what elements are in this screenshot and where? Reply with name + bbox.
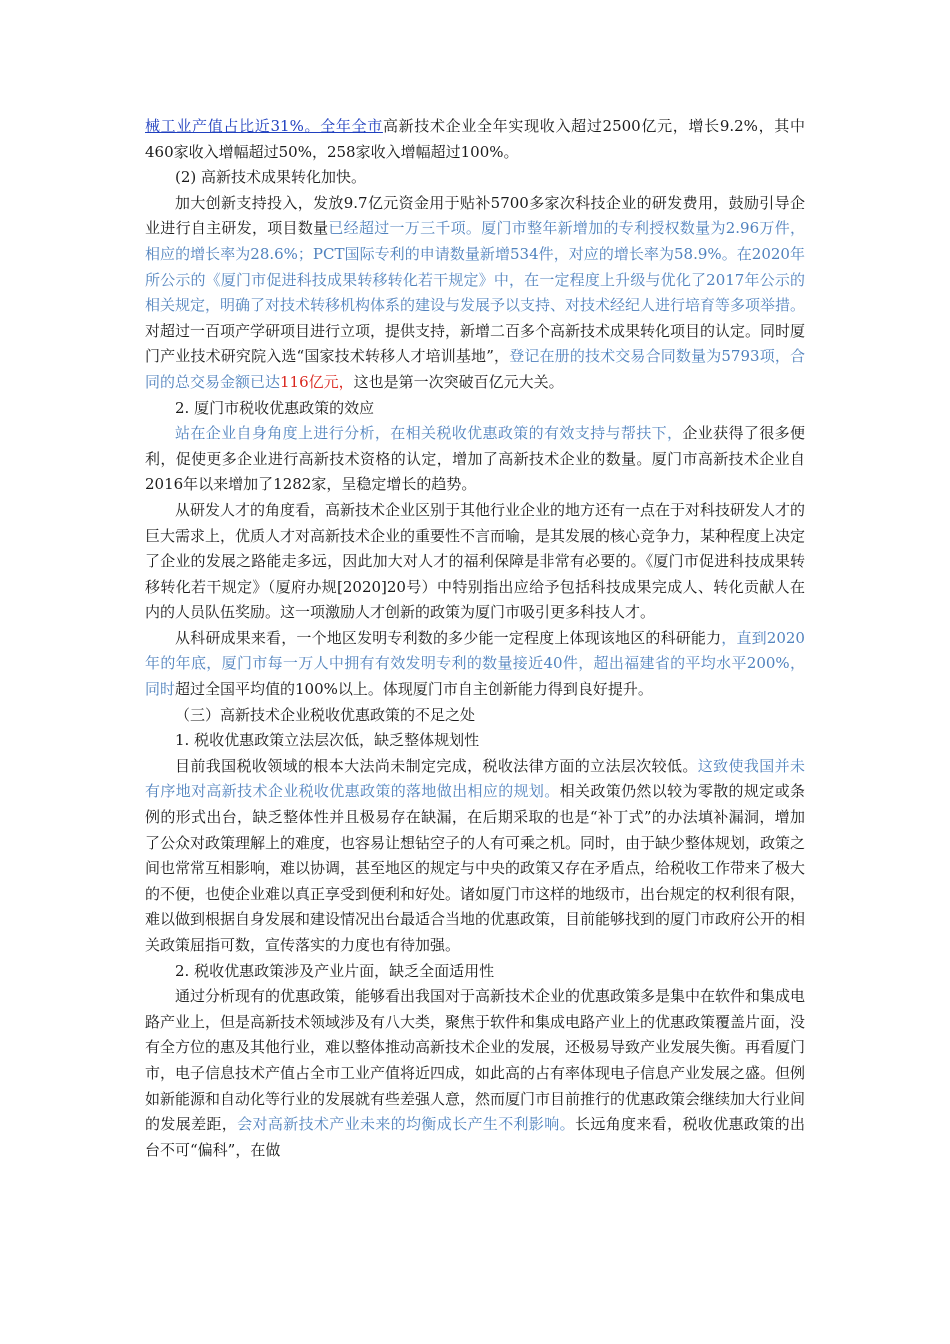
paragraph: [145, 396, 805, 422]
paragraph: [145, 626, 805, 703]
highlighted-text-run: ，直到2020年的年底，厦门市每一万人中拥有有效发明专利的数量接近40件，超出福建省的平均水平200%，同时: [145, 628, 805, 699]
text-run: 通过分析现有的优惠政策，能够看出我国对于高新技术企业的优惠政策多是集中在软件和集成电路产业上，但是高新技术领域涉及有八大类，聚焦于软件和集成电路产业上的优惠政策覆盖片面，没有全方位的惠及其他行业，难以整体推动高新技术企业的发展，还极易导致产业发展失衡。再看厦门市，电子信息技术产值占全市工业产值将近四成，如此高的占有率体现电子信息产业发展之盛。但例如新能源和自动化等行业的发展就有些差强人意，然而厦门市目前推行的优惠政策会继续加大行业间的发展差距，: [145, 987, 806, 1134]
text-run: 1. 税收优惠政策立法层次低，缺乏整体规划性: [175, 731, 480, 750]
highlighted-text-run: 已经超过一万三千项。厦门市整年新增加的专利授权数量为2.96万件，相应的增长率为28.6%；PCT国际专利的申请数量新增534件，对应的增长率为58.9%。在2020年所公示的《厦门市促进科技成果转移转化若干规定》中，在一定程度上升级与优化了2017年公示的相关规定，明确了对技术转移机构体系的建设与发展予以支持、对技术经纪人进行培育等多项举措。: [145, 219, 806, 315]
paragraph: [145, 728, 805, 754]
paragraph: [145, 421, 805, 498]
text-run: 加大创新支持投入，发放9.7亿元资金用于贴补5700多家次科技企业的研发费用，鼓励引导企业进行自主研发，项目数量: [145, 193, 805, 238]
text-run: 长远角度来看，税收优惠政策的出台不可“偏科”，在做: [145, 1115, 805, 1159]
highlighted-text-run: 会对高新技术产业未来的均衡成长产生不利影响。: [237, 1115, 575, 1134]
text-run: 2. 税收优惠政策涉及产业片面，缺乏全面适用性: [175, 961, 495, 980]
text-run: （三）高新技术企业税收优惠政策的不足之处: [175, 705, 476, 724]
paragraph: [145, 165, 805, 191]
text-run: 这也是第一次突破百亿元大关。: [353, 372, 564, 391]
paragraph: [145, 114, 805, 165]
text-run: 目前我国税收领域的根本大法尚未制定完成，税收法律方面的立法层次较低。: [175, 756, 698, 775]
highlighted-text-run: 登记在册的技术交易合同数量为5793项，合同的总交易金额已达: [145, 347, 805, 391]
text-run: 企业获得了很多便利，促使更多企业进行高新技术资格的认定，增加了高新技术企业的数量。厦门市高新技术企业自2016年以来增加了1282家，呈稳定增长的趋势。: [145, 424, 805, 494]
highlighted-text-run: 站在企业自身角度上进行分析，在相关税收优惠政策的有效支持与帮扶下，: [175, 424, 683, 443]
paragraph: [145, 191, 805, 396]
text-run: 相关政策仍然以较为零散的规定或条例的形式出台，缺乏整体性并且极易存在缺漏，在后期采取的也是“补丁式”的办法填补漏洞，增加了公众对政策理解上的难度，也容易让想钻空子的人有可乘之机。同时，由于缺少整体规划，政策之间也常常互相影响，难以协调，甚至地区的规定与中央的政策又存在矛盾点，给税收工作带来了极大的不便，也使企业难以真正享受到便利和好处。诸如厦门市这样的地级市，出台规定的权利很有限，难以做到根据自身发展和建设情况出台最适合当地的优惠政策，目前能够找到的厦门市政府公开的相关政策屈指可数，宣传落实的力度也有待加强。: [145, 782, 806, 954]
text-link[interactable]: 械工业产值占比近31%。全年全市: [145, 117, 383, 135]
paragraph: [145, 754, 805, 959]
highlighted-text-run: 116亿元，: [280, 372, 354, 391]
paragraph: [145, 498, 805, 626]
text-run: 对超过一百项产学研项目进行立项，提供支持，新增二百多个高新技术成果转化项目的认定。同时厦门产业技术研究院入选“国家技术转移人才培训基地”，: [145, 321, 806, 366]
text-run: 从研发人才的角度看，高新技术企业区别于其他行业企业的地方还有一点在于对科技研发人才的巨大需求上，优质人才对高新技术企业的重要性不言而喻，是其发展的核心竞争力，某种程度上决定了企业的发展之路能走多远，因此加大对人才的福利保障是非常有必要的。《厦门市促进科技成果转移转化若干规定》（厦府办规[2020]20号）中特别指出应给予包括科技成果完成人、转化贡献人在内的人员队伍奖励。这一项激励人才创新的政策为厦门市吸引更多科技人才。: [145, 500, 806, 622]
highlighted-text-run: 这致使我国并未有序地对高新技术企业税收优惠政策的落地做出相应的规划。: [145, 756, 805, 801]
text-run: 从科研成果来看，一个地区发明专利数的多少能一定程度上体现该地区的科研能力: [175, 628, 722, 647]
document-body: [145, 114, 805, 1163]
text-run: 超过全国平均值的100%以上。体现厦门市自主创新能力得到良好提升。: [175, 680, 653, 699]
paragraph: [145, 959, 805, 985]
paragraph: [145, 703, 805, 729]
text-run: 高新技术企业全年实现收入超过2500亿元，增长9.2%，其中460家收入增幅超过50%，258家收入增幅超过100%。: [145, 117, 805, 161]
text-run: 2. 厦门市税收优惠政策的效应: [175, 398, 375, 417]
text-run: (2) 高新技术成果转化加快。: [175, 168, 367, 187]
paragraph: [145, 984, 805, 1163]
